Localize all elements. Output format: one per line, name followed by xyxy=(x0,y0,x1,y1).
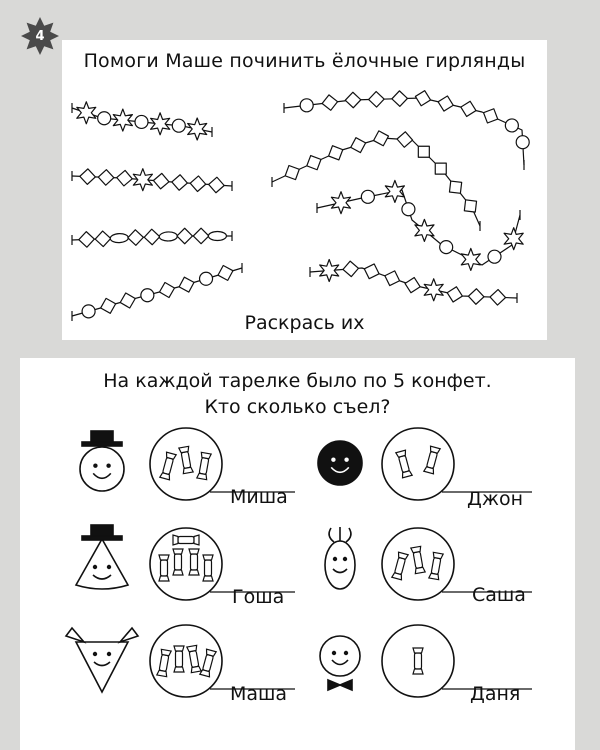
bead-diamond xyxy=(468,289,484,305)
person-name-gosha: Гоша xyxy=(232,586,285,608)
bead-oval xyxy=(208,232,226,241)
bead-circle xyxy=(135,115,148,128)
bead-diamond xyxy=(392,91,408,107)
eye xyxy=(332,651,336,655)
bead-diamond xyxy=(490,290,506,306)
hat-brim xyxy=(82,536,122,540)
garland-task-footer: Раскрась их xyxy=(244,312,365,334)
candy-task-title-line2: Кто сколько съел? xyxy=(204,396,391,418)
bead-diamond xyxy=(461,101,476,116)
oval-face xyxy=(325,541,355,589)
bead-diamond xyxy=(322,95,337,110)
bead-circle xyxy=(402,203,415,216)
eye xyxy=(107,652,111,656)
bead-diamond xyxy=(385,271,400,286)
person-name-sasha: Саша xyxy=(472,584,526,606)
bead-diamond xyxy=(438,96,453,111)
bead-diamond xyxy=(190,176,206,192)
bead-circle xyxy=(361,190,374,203)
bead-diamond xyxy=(193,228,209,244)
bead-diamond xyxy=(343,261,359,277)
bead-diamond xyxy=(144,229,160,245)
bead-diamond xyxy=(374,131,389,146)
bead-star xyxy=(424,279,443,301)
bead-oval xyxy=(110,233,128,243)
bead-diamond xyxy=(397,132,413,148)
bead-diamond xyxy=(464,200,476,212)
bead-diamond xyxy=(98,170,114,186)
bead-diamond xyxy=(351,138,366,153)
bead-diamond xyxy=(364,264,379,279)
garland-wire-4 xyxy=(72,268,242,316)
bead-diamond xyxy=(345,92,361,108)
garland-wire-6 xyxy=(272,138,480,226)
bead-diamond xyxy=(172,175,188,191)
bead-diamond xyxy=(128,230,144,246)
garland-task-title: Помоги Маше починить ёлочные гирлянды xyxy=(83,50,526,72)
bead-circle xyxy=(505,119,518,132)
person-name-misha: Миша xyxy=(230,486,288,508)
triangle-face xyxy=(76,539,128,589)
face-circle xyxy=(80,447,124,491)
bead-circle xyxy=(172,119,185,132)
eye xyxy=(331,458,335,462)
bead-circle xyxy=(300,99,313,112)
eye xyxy=(107,565,111,569)
bead-star xyxy=(461,248,480,270)
eye xyxy=(333,557,337,561)
bead-diamond xyxy=(447,287,462,302)
person-name-danya: Даня xyxy=(470,683,521,705)
bead-diamond xyxy=(484,109,498,123)
candy-icon xyxy=(159,555,169,581)
bead-circle xyxy=(200,272,213,285)
bead-diamond xyxy=(95,231,111,247)
bead-star xyxy=(385,180,404,202)
page-number-badge xyxy=(20,16,60,56)
bead-oval xyxy=(159,232,177,242)
bead-circle xyxy=(488,250,501,263)
eye xyxy=(344,651,348,655)
bead-circle xyxy=(98,112,111,125)
candy-icon xyxy=(413,648,423,674)
eye xyxy=(93,652,97,656)
bead-star xyxy=(331,192,350,214)
bead-star xyxy=(188,118,207,140)
eye xyxy=(106,464,110,468)
bead-diamond xyxy=(117,170,133,186)
inverted-triangle-face xyxy=(76,642,128,692)
page-number: 4 xyxy=(35,28,45,44)
candy-icon xyxy=(173,549,183,575)
bead-circle xyxy=(516,136,529,149)
bead-diamond xyxy=(209,177,225,193)
garland-panel xyxy=(62,40,547,340)
eye xyxy=(343,557,347,561)
bead-star xyxy=(151,113,170,135)
bead-diamond xyxy=(285,166,299,180)
bead-star xyxy=(415,219,434,241)
hat-brim xyxy=(82,442,122,446)
antenna-hair xyxy=(329,527,351,542)
face-circle xyxy=(320,636,360,676)
candy-icon xyxy=(174,646,184,672)
bead-diamond xyxy=(79,232,95,248)
candy-icon xyxy=(203,555,213,581)
bead-circle xyxy=(440,241,453,254)
bead-diamond xyxy=(415,91,430,106)
bead-diamond xyxy=(120,293,135,308)
eye xyxy=(93,464,97,468)
bead-circle xyxy=(141,289,154,302)
bead-diamond xyxy=(159,282,174,297)
candy-icon xyxy=(189,549,199,575)
bead-diamond xyxy=(80,169,96,185)
bead-star xyxy=(113,109,132,131)
bead-star xyxy=(504,228,523,250)
bead-diamond xyxy=(369,92,385,108)
bead-diamond xyxy=(449,181,461,193)
garland-wire-5 xyxy=(284,98,524,165)
plate-circle xyxy=(382,428,454,500)
bead-diamond xyxy=(418,146,429,157)
bead-diamond xyxy=(177,228,193,244)
candy-icon xyxy=(173,535,199,545)
bead-star xyxy=(77,102,96,124)
candy-task-sheet xyxy=(20,358,575,750)
bead-diamond xyxy=(435,163,446,174)
candy-task-title-line1: На каждой тарелке было по 5 конфет. xyxy=(103,370,492,392)
bead-diamond xyxy=(153,173,169,189)
eye xyxy=(93,565,97,569)
pigtail-bows xyxy=(66,628,138,642)
garlands-illustration xyxy=(62,40,547,340)
bead-diamond xyxy=(307,156,321,170)
bead-diamond xyxy=(329,146,343,160)
bead-diamond xyxy=(218,265,233,280)
bow-tie xyxy=(328,680,352,690)
bead-diamond xyxy=(405,278,420,293)
person-name-john: Джон xyxy=(467,488,524,510)
bead-diamond xyxy=(179,277,194,292)
person-name-masha: Маша xyxy=(230,683,288,705)
eye xyxy=(344,458,348,462)
face-circle xyxy=(318,441,362,485)
